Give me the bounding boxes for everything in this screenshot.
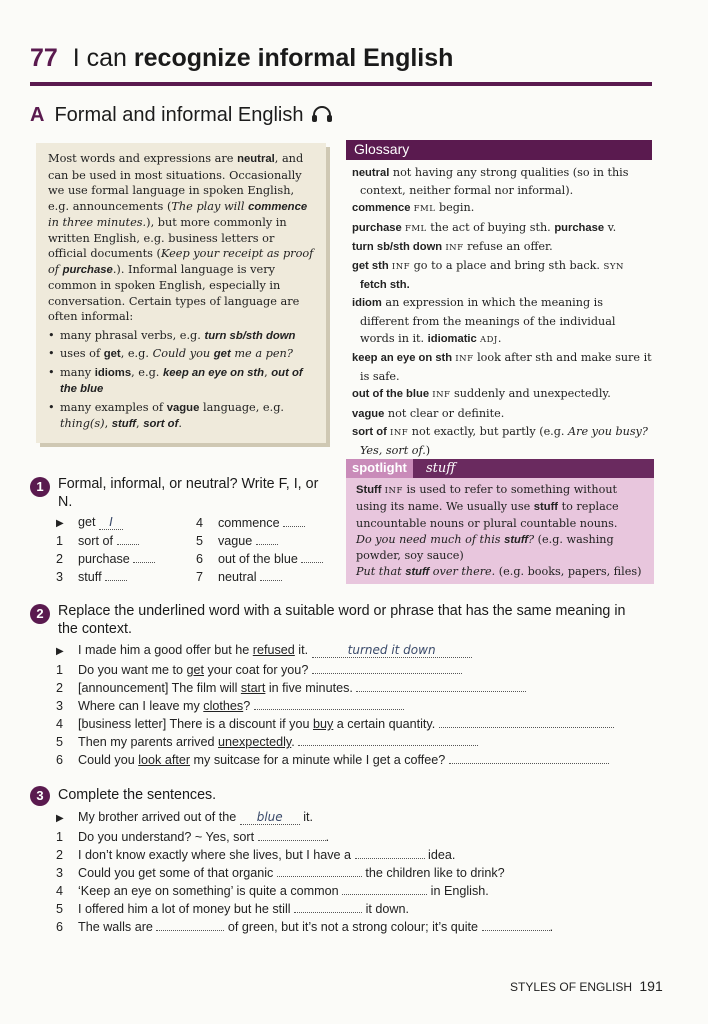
handwritten-answer: blue — [240, 810, 300, 825]
answer-blank[interactable] — [105, 569, 127, 581]
section-a-heading — [30, 104, 333, 127]
text-run: is used to refer to something without using its name. We usually use — [356, 483, 618, 514]
item-number: 6 — [56, 753, 64, 767]
answer-blank[interactable] — [342, 883, 427, 895]
text-run: begin. — [435, 201, 475, 215]
text-run: turn sb/sth down — [204, 329, 296, 342]
row-text: Could you get some of that organic — [78, 866, 277, 880]
text-run: purchase — [62, 263, 113, 276]
exercise-row — [196, 551, 323, 566]
text-run: (e.g. washing powder, soy sauce) — [356, 532, 614, 563]
answer-blank[interactable] — [256, 533, 278, 545]
row-text: of green, but it’s not a strong colour; it’s quite — [224, 920, 482, 934]
text-run: Are you busy? Yes, sort of. — [360, 424, 648, 458]
intro-bullet — [48, 346, 316, 363]
text-run: Stuff — [356, 484, 382, 496]
answer-blank[interactable] — [298, 734, 478, 746]
text-run: vague — [352, 407, 385, 420]
text-run: not clear or definite. — [384, 406, 505, 420]
row-text: Where can I leave my — [78, 699, 204, 713]
answer-blank[interactable] — [283, 515, 305, 527]
text-run: get — [213, 348, 231, 360]
handwritten-answer: I — [99, 515, 123, 530]
unit-title — [30, 44, 650, 73]
text-run: stuff — [405, 566, 430, 579]
text-run: INF — [381, 486, 403, 496]
text-run: ). Informal language is very common in spoken English, especially in conversation. Certain types of language are often informal: — [48, 262, 300, 323]
answer-blank[interactable] — [449, 752, 609, 764]
item-number: 1 — [56, 663, 64, 677]
glossary-entry — [352, 405, 652, 423]
underlined-word: get — [186, 663, 205, 677]
handwritten-answer: turned it down — [312, 643, 472, 658]
text-run: an expression in which the meaning is different from the meanings of the individual words in it. — [360, 296, 616, 345]
answer-blank[interactable] — [260, 569, 282, 581]
row-text: I offered him a lot of money but he still — [78, 902, 295, 916]
glossary-entry — [352, 349, 652, 385]
exercise-2-instruction: Replace the underlined word with a suitable word or phrase that has the same meaning in the context. — [58, 603, 626, 637]
glossary-entry — [352, 219, 652, 238]
item-number: 2 — [56, 552, 64, 566]
example-arrow-icon: ▶ — [56, 646, 64, 657]
text-run: commence — [352, 202, 411, 215]
row-text: Do you understand? ~ Yes, sort — [78, 830, 258, 844]
row-text: your coat for you? — [204, 663, 312, 677]
text-run: to replace uncountable nouns or plural countable nouns. — [356, 500, 619, 530]
item-word: stuff — [78, 570, 106, 584]
row-text: ? — [243, 699, 254, 713]
intro-bullet — [48, 328, 316, 345]
glossary-header: Glossary — [346, 140, 652, 160]
answer-blank[interactable] — [294, 901, 362, 913]
exercise-row — [56, 847, 455, 862]
row-text: . — [549, 920, 554, 934]
section-title: Formal and informal English — [54, 104, 304, 126]
text-run: v. — [604, 220, 617, 234]
row-text: Could you — [78, 753, 139, 767]
text-run: Keep your receipt as proof of — [48, 247, 314, 276]
page-number: 191 — [639, 978, 663, 994]
exercise-row — [56, 533, 139, 548]
item-number: 4 — [56, 884, 64, 898]
row-text: idea. — [424, 848, 456, 862]
item-number: 5 — [56, 902, 64, 916]
example-arrow-icon: ▶ — [56, 813, 64, 824]
text-run: neutral — [352, 167, 390, 179]
answer-blank[interactable] — [156, 919, 224, 931]
exercise-row — [56, 515, 123, 530]
text-run: keep an eye on sth — [162, 366, 265, 379]
text-run: , and can be used in most situations. Occasionally we use formal language in spoken English, e.g. announcements ( — [48, 152, 304, 213]
text-run: neutral — [237, 153, 275, 165]
item-number: 3 — [56, 699, 64, 713]
text-run: commence — [248, 200, 308, 213]
text-run: stuff — [533, 501, 559, 514]
text-run: , — [264, 365, 272, 379]
exercise-row — [56, 752, 609, 767]
row-text: a certain quantity. — [333, 717, 439, 731]
text-run: , e.g. — [131, 365, 163, 379]
item-number: 1 — [56, 534, 64, 548]
intro-box — [36, 143, 326, 443]
glossary-entry — [352, 257, 652, 294]
exercise-row — [56, 734, 478, 749]
text-run: stuff — [111, 418, 137, 430]
row-text: [announcement] The film will — [78, 681, 241, 695]
row-text: in English. — [427, 884, 489, 898]
text-run: INF — [388, 262, 411, 273]
row-text: it down. — [362, 902, 409, 916]
glossary-entry — [352, 199, 652, 218]
text-run: (e.g. books, papers, files) — [495, 565, 642, 579]
item-word: neutral — [218, 570, 261, 584]
text-run: get — [103, 348, 121, 360]
text-run: Do you need much of this — [356, 532, 505, 546]
exercise-row — [56, 643, 472, 658]
example-arrow-icon: ▶ — [56, 518, 64, 529]
text-run: The play will — [171, 199, 249, 213]
text-run: purchase — [554, 221, 605, 234]
answer-blank[interactable] — [117, 533, 139, 545]
item-number: 2 — [56, 681, 64, 695]
item-number: 4 — [56, 717, 64, 731]
text-run: . — [178, 417, 182, 430]
exercise-row — [196, 515, 305, 530]
text-run: FML — [401, 223, 427, 234]
item-word: out of the blue — [218, 552, 302, 566]
text-run: go to a place and bring sth back. — [410, 259, 604, 273]
answer-blank[interactable] — [312, 662, 462, 674]
exercise-row — [196, 533, 278, 548]
underlined-word: buy — [312, 717, 334, 731]
row-text: . — [291, 735, 299, 749]
exercise-row — [56, 883, 489, 898]
spotlight-label: spotlight — [346, 459, 413, 478]
underlined-word: refused — [252, 643, 295, 657]
text-run: uses of — [60, 347, 104, 360]
text-run: sort of — [143, 418, 179, 430]
row-text: it. — [294, 643, 312, 657]
text-run: INF — [386, 427, 409, 438]
text-run: , e.g. — [120, 347, 153, 360]
underlined-word: start — [240, 681, 266, 695]
item-number: 3 — [56, 570, 64, 584]
item-number: 7 — [196, 570, 204, 584]
answer-blank[interactable] — [356, 680, 526, 692]
exercise-row — [56, 662, 462, 677]
text-run: INF — [452, 354, 474, 365]
row-text: ‘Keep an eye on something’ is quite a common — [78, 884, 343, 898]
text-run: language, e.g. — [199, 400, 285, 414]
item-word: sort of — [78, 534, 117, 548]
glossary-entry — [352, 294, 652, 349]
glossary-entry — [352, 423, 652, 459]
page-footer — [510, 978, 663, 994]
text-run: idioms — [94, 366, 132, 379]
item-number: 5 — [56, 735, 64, 749]
exercise-row — [56, 829, 329, 844]
exercise-row — [56, 901, 409, 916]
unit-title-plain: I can — [72, 44, 127, 72]
intro-bullet — [48, 365, 316, 398]
row-text: I don’t know exactly where she lives, but I have a — [78, 848, 355, 862]
row-text: Then my parents arrived — [78, 735, 218, 749]
exercise-row — [56, 569, 127, 584]
row-text: my suitcase for a minute while I get a coffee? — [190, 753, 449, 767]
answer-blank[interactable] — [439, 716, 614, 728]
text-run: , — [136, 417, 144, 430]
item-number: 6 — [56, 920, 64, 934]
text-run: in three minutes. — [48, 216, 147, 229]
text-run: purchase — [352, 221, 402, 234]
answer-blank[interactable] — [133, 551, 155, 563]
item-number: 2 — [56, 848, 64, 862]
underlined-word: unexpectedly — [218, 735, 292, 749]
item-word: commence — [218, 516, 284, 530]
exercise-2-number: 2 — [30, 604, 50, 624]
text-run: fetch sth. — [360, 279, 410, 292]
exercise-1-instruction: Formal, informal, or neutral? Write F, I, or N. — [58, 476, 319, 510]
text-run: ? — [528, 532, 535, 546]
glossary-entry — [352, 385, 652, 404]
exercise-row — [56, 716, 614, 731]
glossary-list — [352, 164, 652, 459]
row-text: it. — [299, 810, 313, 824]
row-text: The walls are — [78, 920, 157, 934]
answer-blank[interactable] — [301, 551, 323, 563]
title-rule — [30, 82, 652, 86]
unit-number: 77 — [30, 44, 58, 72]
text-run: many examples of — [60, 400, 167, 414]
text-run: idiom — [352, 297, 382, 310]
text-run: Put that — [356, 565, 406, 579]
text-run: , — [104, 417, 112, 430]
row-text: [business letter] There is a discount if you — [78, 717, 313, 731]
exercise-row — [56, 680, 526, 695]
answer-blank[interactable] — [277, 865, 362, 877]
item-number: 6 — [196, 552, 204, 566]
text-run: INF — [429, 390, 451, 401]
text-run: idiomatic — [427, 332, 477, 345]
answer-blank[interactable] — [258, 829, 326, 841]
section-letter: A — [30, 104, 45, 126]
footer-section: STYLES OF ENGLISH — [510, 980, 633, 994]
exercise-row — [196, 569, 282, 584]
item-word: vague — [218, 534, 256, 548]
exercise-3-number: 3 — [30, 786, 50, 806]
underlined-word: look after — [138, 753, 191, 767]
item-word: purchase — [78, 552, 134, 566]
text-run: thing(s) — [60, 417, 105, 430]
spotlight-body — [346, 478, 654, 584]
text-run: many — [60, 365, 95, 379]
text-run: the act of buying sth. — [426, 220, 555, 234]
unit-title-bold: recognize informal English — [133, 44, 454, 72]
text-run: keep an eye on sth — [352, 352, 453, 365]
text-run: out of the blue — [60, 366, 303, 395]
answer-blank[interactable] — [254, 698, 404, 710]
text-run: over there. — [429, 565, 496, 579]
row-text: My brother arrived out of the — [78, 810, 240, 824]
exercise-row — [56, 865, 505, 880]
exercise-3-instruction: Complete the sentences. — [58, 787, 217, 803]
example-word: get — [78, 515, 96, 529]
text-run: me a pen? — [230, 347, 293, 360]
exercise-row — [56, 551, 155, 566]
underlined-word: clothes — [203, 699, 244, 713]
text-run: Most words and expressions are — [48, 152, 238, 165]
text-run: get sth — [352, 260, 389, 273]
intro-bullet-list — [48, 328, 316, 433]
text-run: ), but more commonly in written English, e.g. business letters or official documents ( — [48, 216, 287, 260]
item-number: 5 — [196, 534, 204, 548]
text-run: . — [112, 262, 117, 276]
exercise-row — [56, 919, 553, 934]
row-text: . — [325, 830, 330, 844]
text-run: Could you — [152, 347, 214, 360]
item-number: 4 — [196, 516, 204, 530]
spotlight-header — [346, 459, 654, 478]
exercise-row — [56, 698, 404, 713]
glossary-entry — [352, 238, 652, 257]
row-text: in five minutes. — [265, 681, 357, 695]
exercise-1-number: 1 — [30, 477, 50, 497]
spotlight-word: stuff — [426, 461, 456, 476]
text-run: many phrasal verbs, e.g. — [60, 328, 205, 342]
text-run: not exactly, but partly (e.g. — [408, 424, 569, 438]
text-run: FML — [410, 204, 436, 215]
text-run: vague — [166, 401, 200, 414]
item-number: 1 — [56, 830, 64, 844]
text-run: out of the blue — [352, 388, 430, 401]
row-text: I made him a good offer but he — [78, 643, 253, 657]
exercise-row — [56, 810, 313, 825]
text-run: SYN — [603, 262, 624, 273]
glossary-entry — [352, 164, 652, 199]
answer-blank[interactable] — [355, 847, 425, 859]
text-run: ) — [425, 444, 431, 458]
text-run: INF — [442, 242, 464, 253]
answer-blank[interactable] — [482, 919, 550, 931]
intro-paragraph — [48, 151, 316, 325]
text-run: refuse an offer. — [463, 239, 553, 253]
text-run: stuff — [504, 533, 529, 546]
item-number: 3 — [56, 866, 64, 880]
text-run: look after sth and make sure it is safe. — [360, 351, 652, 384]
text-run: sort of — [352, 425, 387, 438]
text-run: suddenly and unexpectedly. — [450, 387, 611, 401]
text-run: . — [497, 331, 502, 345]
row-text: Do you want me to — [78, 663, 187, 677]
text-run: turn sb/sth down — [352, 240, 443, 253]
headphones-icon[interactable] — [311, 105, 333, 123]
text-run: not having any strong qualities (so in this context, neither formal nor informal). — [360, 166, 629, 198]
text-run: ADJ — [476, 334, 498, 345]
row-text: the children like to drink? — [361, 866, 505, 880]
intro-bullet — [48, 400, 316, 433]
